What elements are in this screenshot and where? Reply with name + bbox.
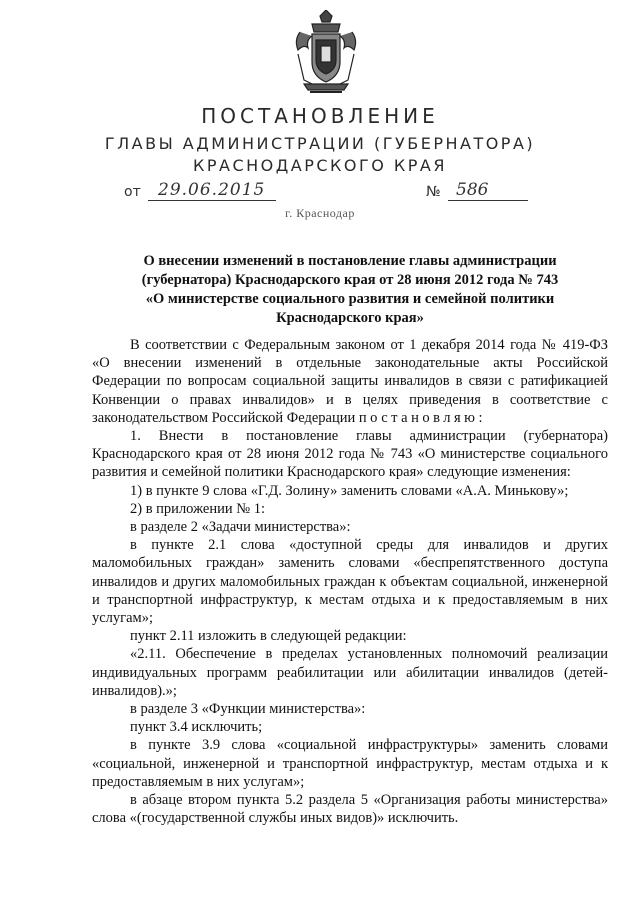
paragraph: в пункте 2.1 слова «доступной среды для инвалидов и других маломобильных граждан» заменить словами «беспрепятственного доступа инвалидов и других маломобильных граждан к объектам социальной, инженерной и транспортной инфраструктур, к местам отдыха и к предоставляемым в них услугам»; [92, 537, 608, 627]
date-label: от [124, 184, 141, 200]
paragraph: в разделе 3 «Функции министерства»: [130, 701, 366, 718]
paragraph: «2.11. Обеспечение в пределах установленных полномочий реализации индивидуальных программ реабилитации или абилитации инвалидов (детей-инвалидов).»; [92, 646, 608, 699]
paragraph: 2) в приложении № 1: [130, 500, 265, 517]
title-line: (губернатора) Краснодарского края от 28 июня 2012 года № 743 [141, 272, 559, 288]
paragraph: в пункте 3.9 слова «социальной инфраструктуры» заменить словами «социальной, инженерной и транспортной инфраструктур, местам отдыха и к предоставляемым в них услугам»; [92, 737, 608, 790]
authority-heading: ГЛАВЫ АДМИНИСТРАЦИИ (ГУБЕРНАТОРА) [104, 134, 536, 153]
number-label: № [426, 184, 441, 200]
coat-of-arms-emblem [290, 10, 362, 96]
document-title [90, 252, 610, 328]
paragraph-text: В соответствии с Федеральным законом от 1 декабря 2014 года № 419-ФЗ «О внесении изменений в отдельные законодательные акты Российской Федерации по вопросам социальной защиты инвалидов в связи с ратификацией Конвенции о правах инвалидов» и в целях приведения в соответствие с законодательством Российской Федерации [92, 337, 608, 426]
title-line: О внесении изменений в постановление главы администрации [143, 253, 557, 269]
handwritten-date: 29.06.2015 [158, 180, 266, 200]
document-body [92, 336, 608, 827]
decree-word: постановляю: [358, 409, 487, 426]
title-line: «О министерстве социального развития и семейной политики [145, 291, 555, 307]
doc-type-heading: ПОСТАНОВЛЕНИЕ [201, 104, 439, 128]
city-label: г. Краснодар [285, 206, 355, 220]
paragraph: 1) в пункте 9 слова «Г.Д. Золину» заменить словами «А.А. Минькову»; [130, 482, 569, 499]
title-line: Краснодарского края» [276, 310, 424, 326]
paragraph: в разделе 2 «Задачи министерства»: [130, 519, 351, 536]
paragraph: пункт 2.11 изложить в следующей редакции: [130, 628, 407, 645]
paragraph: 1. Внести в постановление главы администрации (губернатора) Краснодарского края от 28 июня 2012 года № 743 «О министерстве социального развития и семейной политики Краснодарского края» следующие изменения: [92, 428, 608, 481]
number-underline [448, 200, 528, 201]
paragraph: пункт 3.4 исключить; [130, 719, 263, 736]
paragraph: в абзаце втором пункта 5.2 раздела 5 «Организация работы министерства» слова «(государственной службы иных видов)» исключить. [92, 792, 608, 827]
handwritten-number: 586 [456, 180, 489, 200]
paragraph [92, 336, 608, 427]
region-heading: КРАСНОДАРСКОГО КРАЯ [193, 156, 447, 175]
date-underline [148, 200, 276, 201]
